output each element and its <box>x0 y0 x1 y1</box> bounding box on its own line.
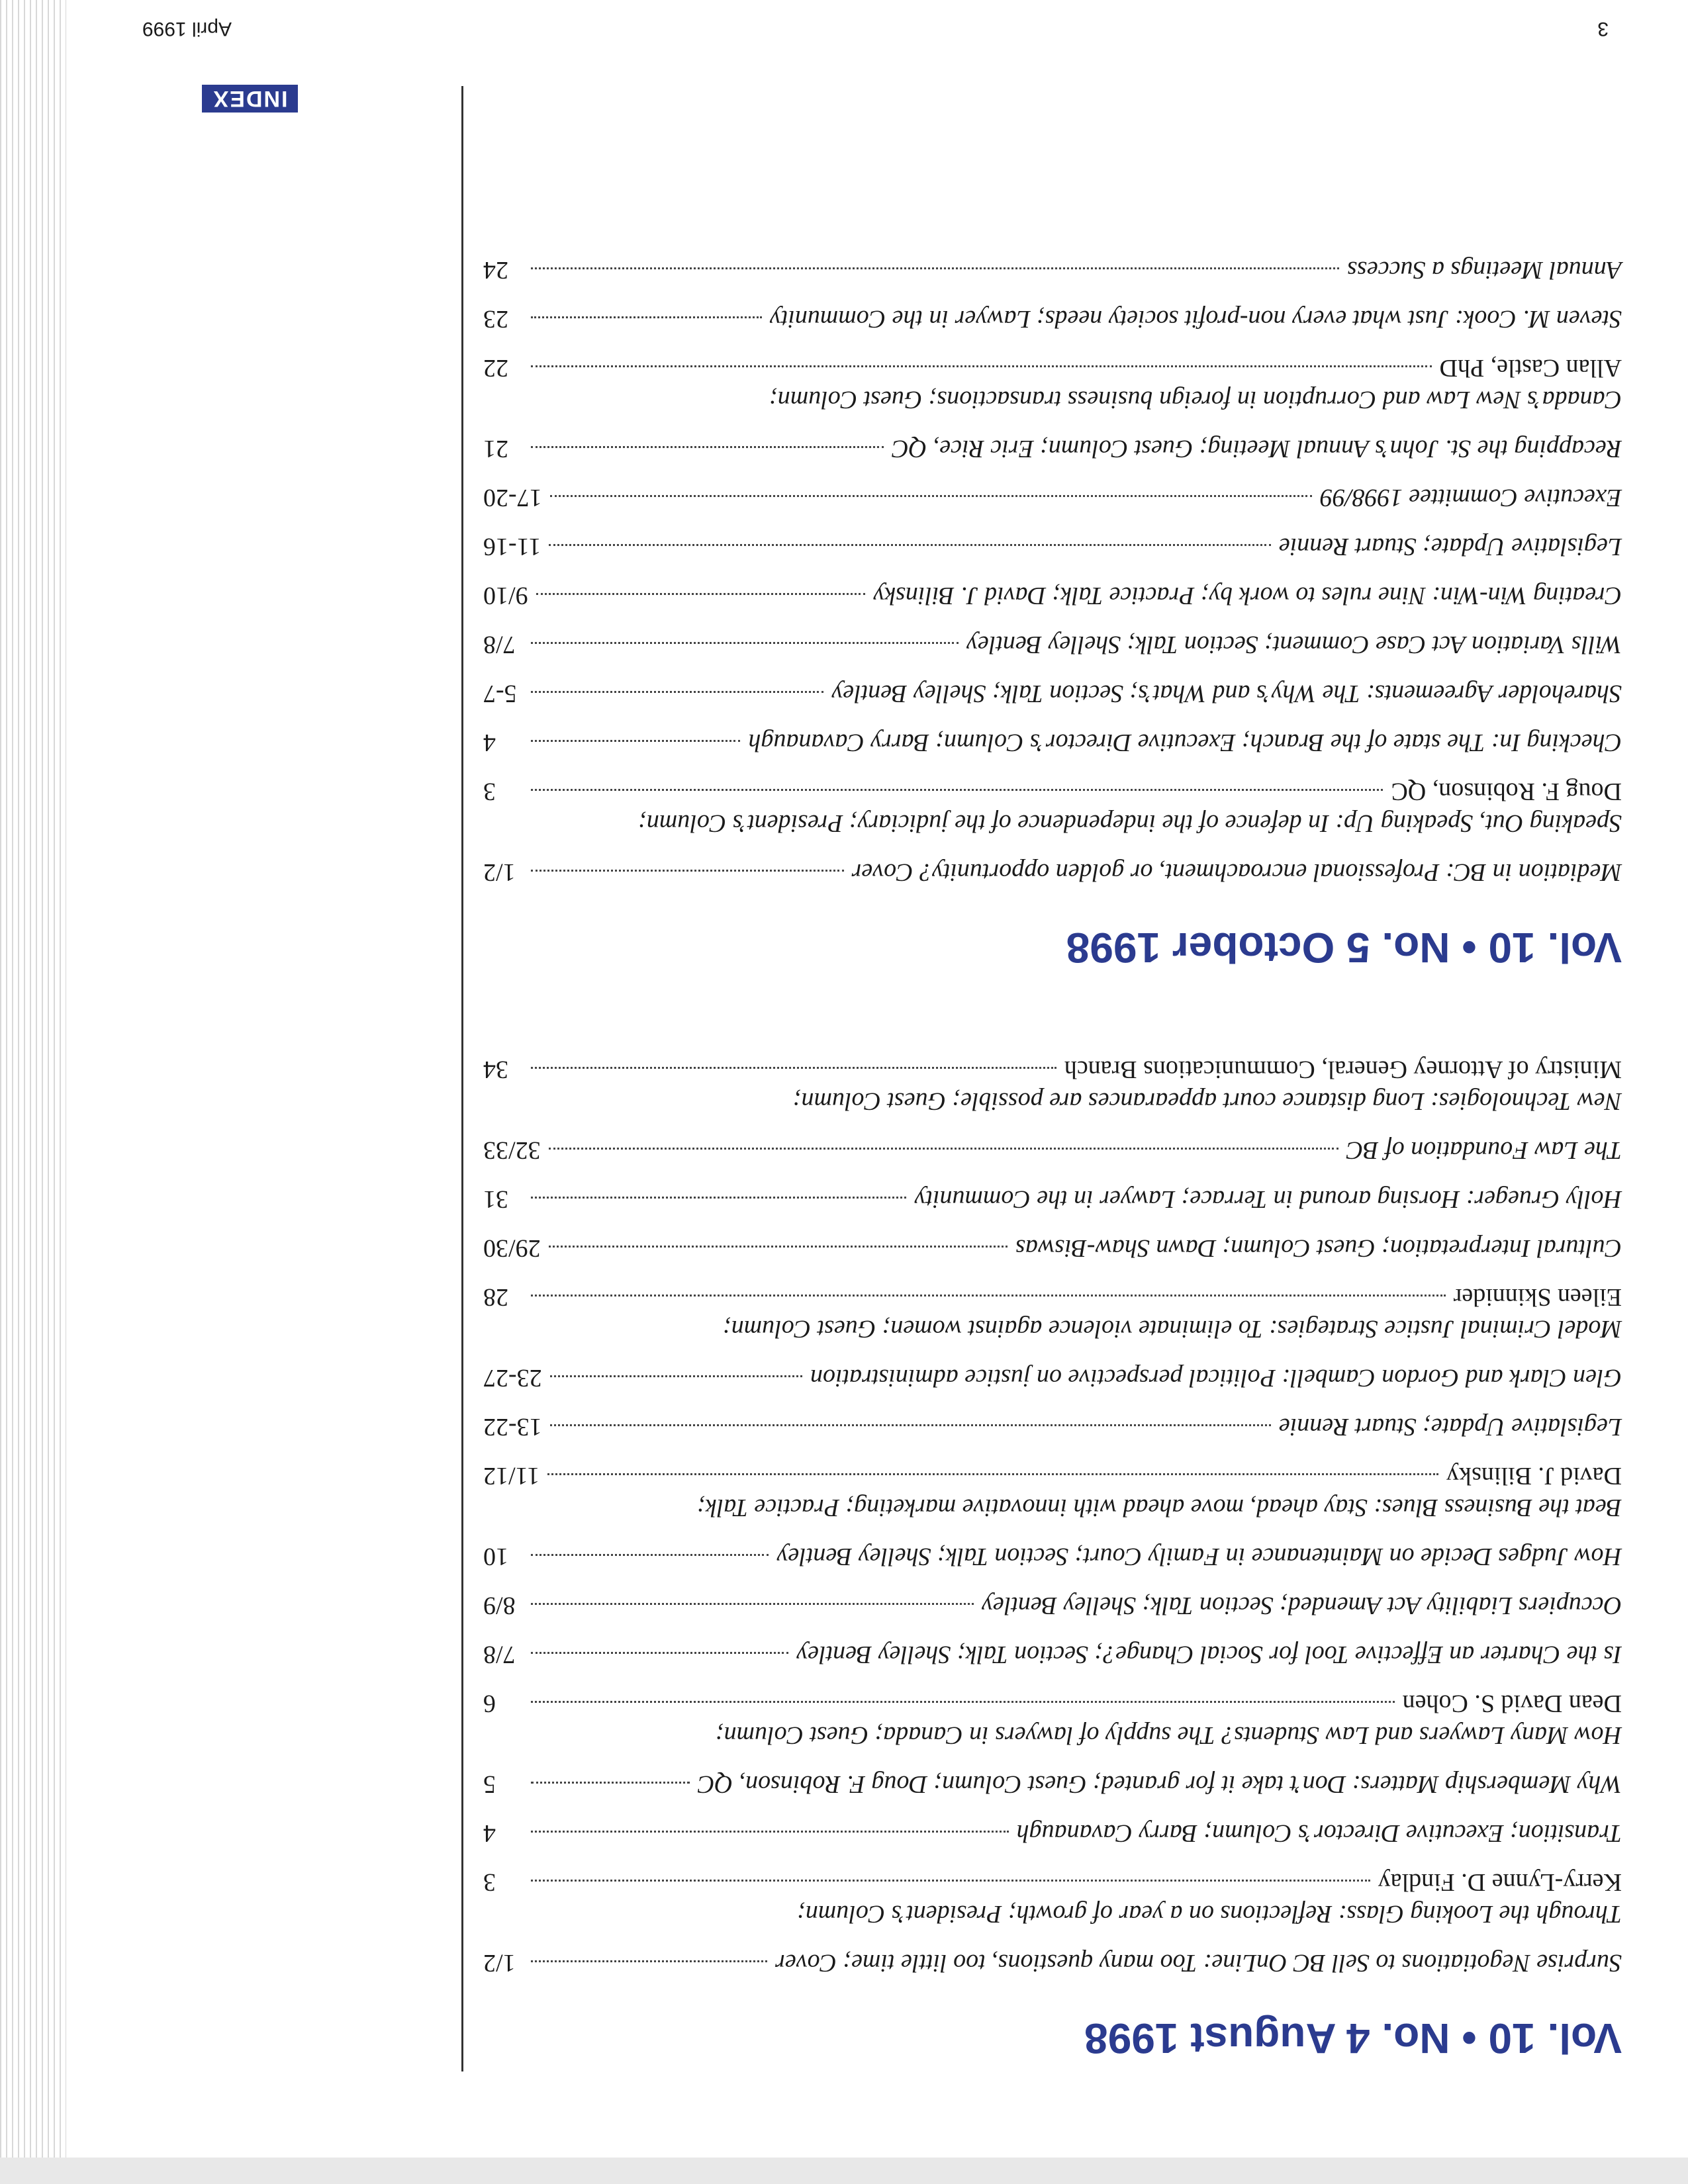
dot-leader <box>531 691 823 693</box>
entry-author: Doug F. Robinson, QC <box>1391 778 1622 805</box>
entry-title: Legislative Update; Stuart Rennie <box>1278 1413 1622 1441</box>
entry-page: 7/8 <box>483 1641 516 1668</box>
index-entry <box>483 1947 1622 1979</box>
scan-shadow <box>0 2158 1688 2184</box>
index-entry <box>483 678 1622 709</box>
entry-page: 3 <box>483 778 496 805</box>
dot-leader <box>531 1197 906 1199</box>
entry-page: 31 <box>483 1185 508 1213</box>
entry-page: 23-27 <box>483 1364 542 1392</box>
entry-row <box>483 1232 1622 1264</box>
entry-row <box>483 1411 1622 1443</box>
index-entry <box>483 1768 1622 1800</box>
entry-page: 28 <box>483 1283 508 1311</box>
index-entry <box>483 303 1622 335</box>
entry-author: Eileen Skinnider <box>1453 1283 1622 1311</box>
dot-leader <box>531 870 844 872</box>
dot-leader <box>531 740 740 742</box>
dot-leader <box>531 1782 690 1784</box>
entry-title: Checking In: The state of the Branch; Executive Director’s Column; Barry Cavanaugh <box>748 729 1622 756</box>
entry-page: 5 <box>483 1770 496 1798</box>
entry-row <box>483 1134 1622 1166</box>
issue-section <box>483 1054 1622 2065</box>
dot-leader <box>531 365 1432 367</box>
dot-leader <box>536 593 866 595</box>
entry-row <box>483 678 1622 709</box>
dot-leader <box>531 446 884 448</box>
entry-row <box>483 727 1622 758</box>
dot-leader <box>549 1148 1339 1150</box>
entry-row <box>483 629 1622 660</box>
entry-page: 22 <box>483 354 508 382</box>
entry-page: 8/9 <box>483 1592 516 1619</box>
entry-title: Legislative Update; Stuart Rennie <box>1278 533 1622 561</box>
footer-date: April 1999 <box>142 18 232 40</box>
rotated-page <box>66 0 1688 2158</box>
index-entry <box>483 1866 1622 1930</box>
scan-page-edges <box>0 0 66 2184</box>
entry-page: 5-7 <box>483 680 517 707</box>
entry-title: How Many Lawyers and Law Students? The supply of lawyers in Canada; Guest Column; <box>715 1721 1622 1749</box>
entry-page: 24 <box>483 256 508 284</box>
entry-title: Transition; Executive Director’s Column; Barry Cavanaugh <box>1016 1819 1622 1847</box>
entry-page: 10 <box>483 1543 508 1570</box>
entry-row <box>483 1817 1622 1849</box>
entry-title: Surprise Negotiations to Sell BC OnLine: Too many questions, too little time; Cover <box>775 1949 1622 1977</box>
dot-leader <box>547 1473 1438 1475</box>
entry-title: Steven M. Cook: Just what every non-profit society needs; Lawyer in the Community <box>769 305 1622 333</box>
dot-leader <box>531 789 1383 791</box>
entry-title: Wills Variation Act Case Comment; Section Talk; Shelley Bentley <box>966 631 1622 659</box>
dot-leader <box>549 544 1271 546</box>
entry-title: How Judges Decide on Maintenance in Family Court; Section Talk; Shelley Bentley <box>776 1543 1622 1570</box>
entry-row <box>483 1947 1622 1979</box>
dot-leader <box>531 1701 1395 1703</box>
entry-page: 4 <box>483 729 496 756</box>
entry-title: The Law Foundation of BC <box>1346 1136 1622 1164</box>
entry-row <box>483 1183 1622 1215</box>
index-entry <box>483 352 1622 416</box>
entry-title: Beat the Business Blues: Stay ahead, move ahead with innovative marketing; Practice Talk; <box>697 1494 1622 1522</box>
entry-row <box>483 433 1622 465</box>
entry-page: 32/33 <box>483 1136 541 1164</box>
dot-leader <box>550 1375 802 1377</box>
index-entry <box>483 629 1622 660</box>
index-entry <box>483 856 1622 888</box>
entry-page: 11-16 <box>483 533 541 561</box>
index-entry <box>483 727 1622 758</box>
entry-row <box>483 254 1622 286</box>
issue-section <box>483 254 1622 974</box>
entry-row <box>483 303 1622 335</box>
index-content <box>483 175 1622 2065</box>
entry-title: Why Membership Matters: Don’t take it for granted; Guest Column; Doug F. Robinson, QC <box>698 1770 1622 1798</box>
dot-leader <box>531 1652 788 1654</box>
entry-row <box>483 580 1622 612</box>
index-entry <box>483 1134 1622 1166</box>
entry-page: 6 <box>483 1690 496 1717</box>
entry-author: Ministry of Attorney General, Communications Branch <box>1064 1056 1622 1083</box>
entry-title: Annual Meetings a Success <box>1347 256 1622 284</box>
entry-title: Speaking Out, Speaking Up: In defence of the independence of the judiciary; President’s Column; <box>638 809 1622 837</box>
entry-row <box>483 1460 1622 1492</box>
dot-leader <box>531 267 1339 269</box>
entry-row <box>483 352 1622 384</box>
dot-leader <box>550 1424 1271 1426</box>
entry-row <box>483 1362 1622 1394</box>
entry-title: Recapping the St. John’s Annual Meeting; Guest Column; Eric Rice, QC <box>892 435 1622 463</box>
entry-title: Is the Charter an Effective Tool for Social Change?; Section Talk; Shelley Bentley <box>796 1641 1622 1668</box>
index-entry <box>483 1639 1622 1670</box>
entry-page: 9/10 <box>483 582 528 610</box>
entry-author: Dean David S. Cohen <box>1402 1690 1622 1717</box>
issue-heading: Vol. 10 • No. 5 October 1998 <box>1066 924 1622 972</box>
entry-page: 29/30 <box>483 1234 541 1262</box>
entry-page: 1/2 <box>483 1949 516 1977</box>
entry-author: Kerry-Lynne D. Findlay <box>1378 1868 1622 1896</box>
index-entry <box>483 1688 1622 1751</box>
index-entry <box>483 1362 1622 1394</box>
dot-leader <box>531 1067 1056 1069</box>
dot-leader <box>550 495 1312 497</box>
entry-row <box>483 482 1622 514</box>
entry-title: Holly Grueger: Horsing around in Terrace; Lawyer in the Community <box>914 1185 1622 1213</box>
entry-title: Mediation in BC: Professional encroachment, or golden opportunity? Cover <box>851 858 1622 886</box>
index-entry <box>483 776 1622 839</box>
entry-page: 4 <box>483 1819 496 1847</box>
index-entry <box>483 254 1622 286</box>
index-tab: INDEX <box>202 85 298 113</box>
entry-title: Glen Clark and Gordon Cambell: Political perspective on justice administration <box>810 1364 1622 1392</box>
issue-heading: Vol. 10 • No. 4 August 1998 <box>1084 2015 1622 2062</box>
index-entry <box>483 1817 1622 1849</box>
index-entry <box>483 482 1622 514</box>
footer-page-number: 3 <box>1597 18 1609 40</box>
entry-row <box>483 1866 1622 1898</box>
index-entry <box>483 1460 1622 1524</box>
entry-author: David J. Bilinsky <box>1446 1462 1622 1490</box>
dot-leader <box>531 316 762 318</box>
index-entry <box>483 433 1622 465</box>
entry-title: New Technologies: Long distance court appearances are possible; Guest Column; <box>792 1087 1622 1115</box>
index-entry <box>483 1054 1622 1117</box>
entry-page: 17-20 <box>483 484 542 512</box>
entry-row <box>483 1639 1622 1670</box>
entry-row <box>483 1541 1622 1572</box>
entry-page: 11/12 <box>483 1462 540 1490</box>
entry-page: 13-22 <box>483 1413 542 1441</box>
dot-leader <box>531 1554 769 1556</box>
dot-leader <box>531 1831 1009 1833</box>
entry-row <box>483 776 1622 807</box>
index-entry <box>483 1232 1622 1264</box>
dot-leader <box>549 1246 1008 1248</box>
entry-title: Through the Looking Glass: Reflections on a year of growth; President’s Column; <box>797 1900 1622 1928</box>
dot-leader <box>531 1603 974 1605</box>
index-entry <box>483 580 1622 612</box>
dot-leader <box>531 1295 1446 1297</box>
entry-title: Occupiers Liability Act Amended; Section Talk; Shelley Bentley <box>982 1592 1622 1619</box>
entry-page: 34 <box>483 1056 508 1083</box>
entry-page: 3 <box>483 1868 496 1896</box>
entry-row <box>483 1688 1622 1719</box>
entry-title: Executive Committee 1998/99 <box>1320 484 1622 512</box>
dot-leader <box>531 642 959 644</box>
entry-row <box>483 1590 1622 1621</box>
entry-page: 7/8 <box>483 631 516 659</box>
entry-row <box>483 531 1622 563</box>
entry-page: 1/2 <box>483 858 516 886</box>
entry-title: Canada’s New Law and Corruption in foreign business transactions; Guest Column; <box>769 386 1622 414</box>
entry-row <box>483 1054 1622 1085</box>
dot-leader <box>531 1880 1370 1882</box>
entry-page: 21 <box>483 435 508 463</box>
index-entry <box>483 1183 1622 1215</box>
index-entry <box>483 531 1622 563</box>
index-entry <box>483 1281 1622 1345</box>
entry-title: Shareholder Agreements: The Why’s and What’s; Section Talk; Shelley Bentley <box>831 680 1622 707</box>
index-entry <box>483 1590 1622 1621</box>
dot-leader <box>531 1960 767 1962</box>
entry-title: Model Criminal Justice Strategies: To eliminate violence against women; Guest Column; <box>723 1315 1622 1343</box>
entry-row <box>483 1768 1622 1800</box>
index-entry <box>483 1541 1622 1572</box>
entry-row <box>483 856 1622 888</box>
index-entry <box>483 1411 1622 1443</box>
entry-author: Allan Castle, PhD <box>1439 354 1622 382</box>
entry-row <box>483 1281 1622 1313</box>
column-rule <box>461 86 463 2071</box>
entry-title: Creating Win-Win: Nine rules to work by; Practice Talk; David J. Bilinsky <box>873 582 1622 610</box>
entry-page: 23 <box>483 305 508 333</box>
entry-title: Cultural Interpretation; Guest Column; Dawn Shaw-Biswas <box>1015 1234 1622 1262</box>
